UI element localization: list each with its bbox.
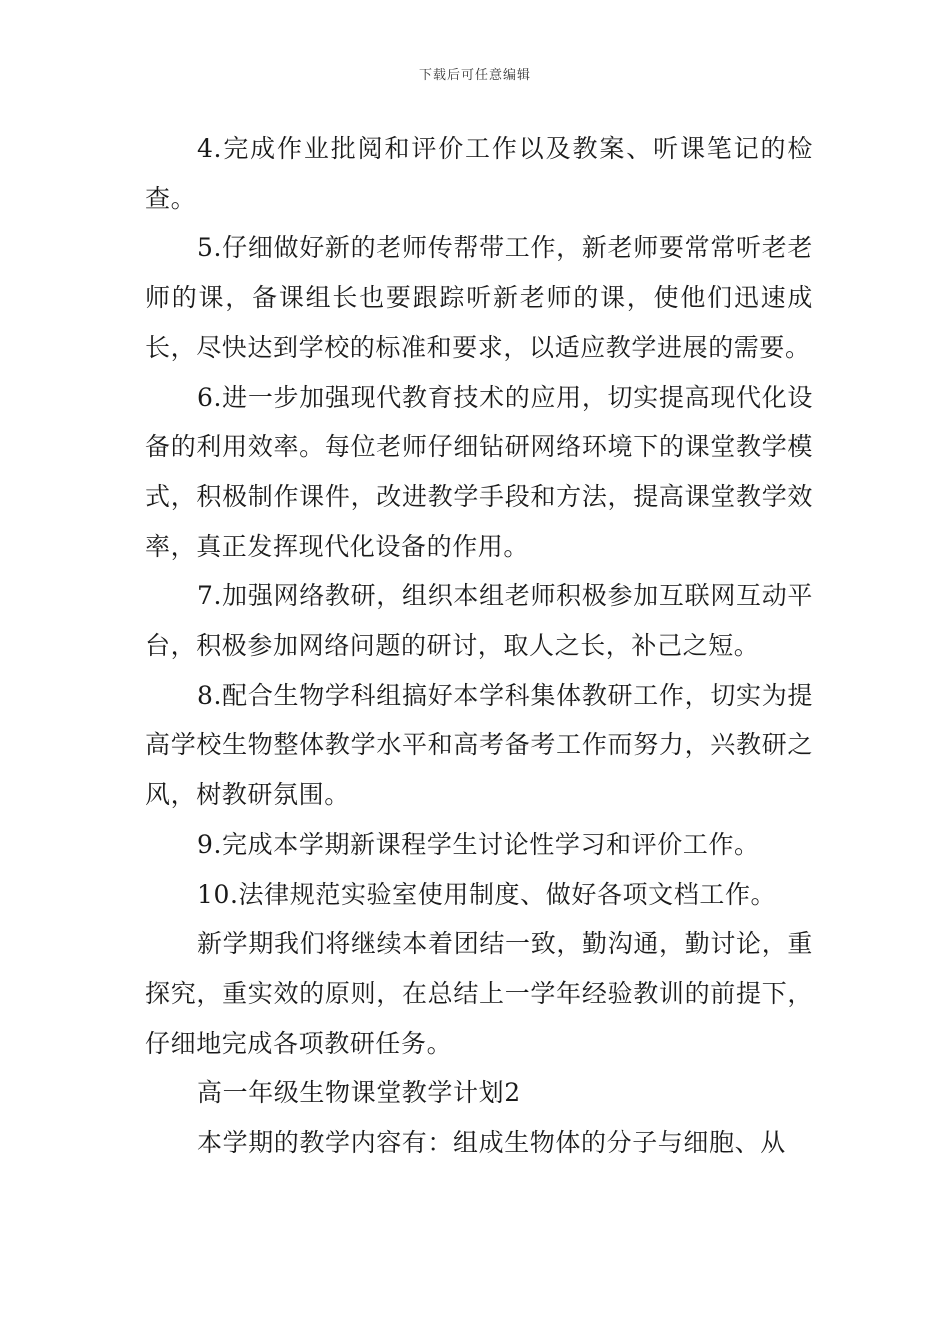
paragraph-summary: 新学期我们将继续本着团结一致，勤沟通，勤讨论，重探究，重实效的原则，在总结上一学年经验教训的前提下，仔细地完成各项教研任务。 <box>145 929 813 1058</box>
paragraph-item-7: 7.加强网络教研，组织本组老师积极参加互联网互动平台，积极参加网络问题的研讨，取人之长，补己之短。 <box>145 581 813 661</box>
paragraph-item-4: 4.完成作业批阅和评价工作以及教案、听课笔记的检查。 <box>145 134 813 213</box>
paragraph-item-5: 5.仔细做好新的老师传帮带工作，新老师要常常听老老师的课，备课组长也要跟踪听新老师的课，使他们迅速成长，尽快达到学校的标准和要求，以适应教学进展的需要。 <box>145 233 813 362</box>
document-body <box>145 124 813 1168</box>
section-title: 高一年级生物课堂教学计划2 <box>197 1078 521 1108</box>
paragraph-item-8: 8.配合生物学科组搞好本学科集体教研工作，切实为提高学校生物整体教学水平和高考备考工作而努力，兴教研之风，树教研氛围。 <box>145 680 813 810</box>
paragraph-intro: 本学期的教学内容有：组成生物体的分子与细胞、从 <box>197 1128 786 1158</box>
paragraph-item-6: 6.进一步加强现代教育技术的应用，切实提高现代化设备的利用效率。每位老师仔细钻研网络环境下的课堂教学模式，积极制作课件，改进教学手段和方法，提高课堂教学效率，真正发挥现代化设备的作用。 <box>145 382 813 561</box>
paragraph-item-10: 10.法律规范实验室使用制度、做好各项文档工作。 <box>197 879 777 909</box>
paragraph-item-9: 9.完成本学期新课程学生讨论性学习和评价工作。 <box>197 829 760 859</box>
page-header: 下载后可任意编辑 <box>418 68 531 83</box>
